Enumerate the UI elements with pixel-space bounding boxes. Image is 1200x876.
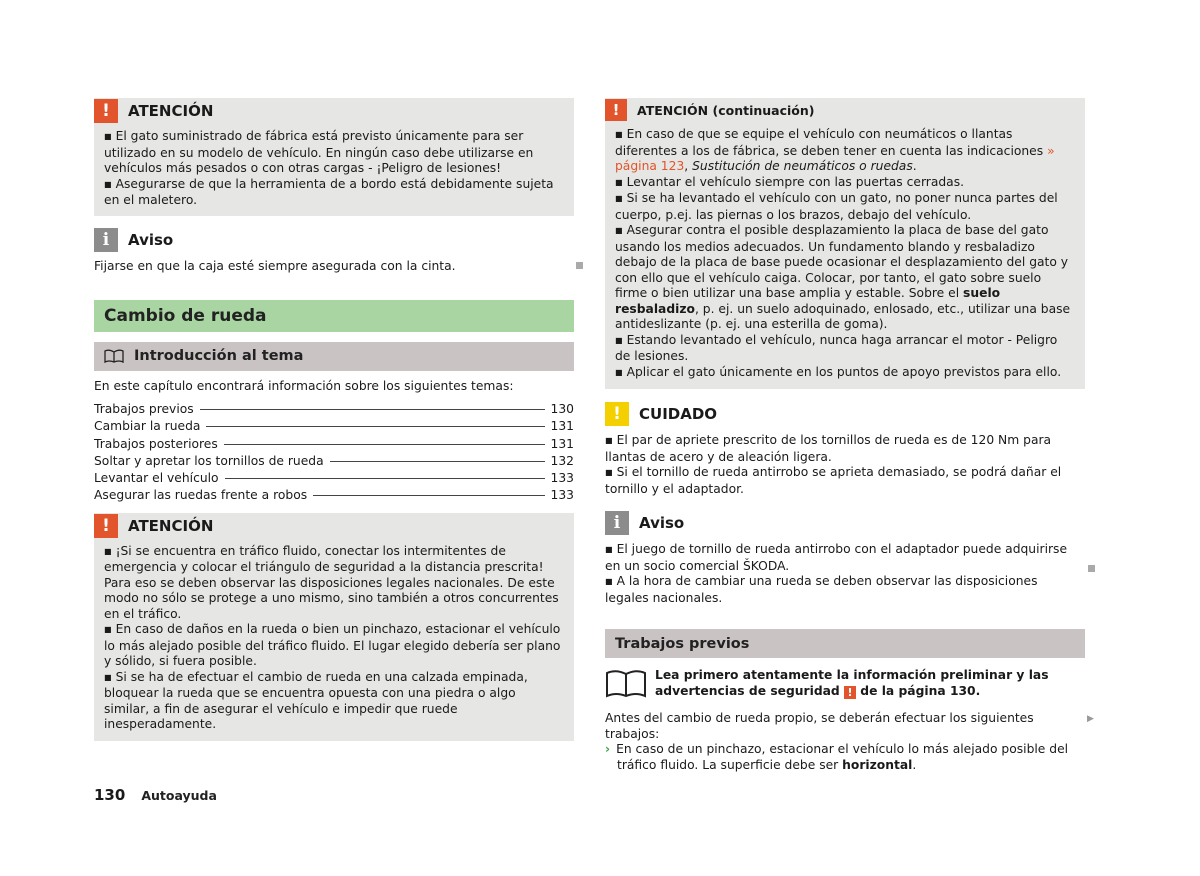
warning-item: ■ Estando levantado el vehículo, nunca haga arrancar el motor - Peligro de lesiones. <box>615 333 1075 365</box>
warning-body <box>605 122 1085 389</box>
toc-label: Trabajos posteriores <box>94 436 218 451</box>
intro-text: En este capítulo encontrará información sobre los siguientes temas: <box>94 378 514 393</box>
warning-item: ■ Levantar el vehículo siempre con las puertas cerradas. <box>615 175 1075 192</box>
toc-leader <box>206 426 544 427</box>
warning-item: ■ En caso de que se equipe el vehículo con neumáticos o llantas diferentes a los de fábrica, se deben tener en cuenta las indicaciones » página 123, Sustitución de neumáticos o ruedas. <box>615 127 1075 175</box>
caution-icon: ! <box>605 402 629 426</box>
toc-label: Cambiar la rueda <box>94 419 201 434</box>
arrow-icon: › <box>605 742 611 756</box>
footer-section: Autoayuda <box>141 788 217 803</box>
toc-leader <box>225 478 545 479</box>
info-icon: i <box>605 511 629 535</box>
toc-item[interactable] <box>94 453 574 470</box>
toc-item[interactable] <box>94 487 574 504</box>
book-icon <box>104 349 124 363</box>
toc-page: 131 <box>550 419 574 434</box>
note-body <box>605 542 1085 606</box>
toc-label: Levantar el vehículo <box>94 471 219 486</box>
warning-item: ■ Si se ha de efectuar el cambio de rueda en una calzada empinada, bloquear la rueda que se encuentra opuesta con una piedra o algo similar, a fin de asegurar el vehículo e impedir que ruede inesperadamente. <box>104 670 564 733</box>
note-text: Fijarse en que la caja esté siempre asegurada con la cinta. <box>94 259 456 273</box>
warning-item: ■ Si se ha levantado el vehículo con un gato, no poner nunca partes del cuerpo, p.ej. las piernas o los brazos, debajo del vehículo. <box>615 191 1075 223</box>
toc-leader <box>313 495 544 496</box>
toc-item[interactable] <box>94 470 574 487</box>
caution-header <box>605 401 1085 427</box>
read-first-note <box>605 668 1085 699</box>
warning-header <box>94 98 574 124</box>
caution-item: ■ Si el tornillo de rueda antirrobo se aprieta demasiado, se podrá dañar el tornillo y el adaptador. <box>605 465 1085 497</box>
left-column <box>94 98 574 741</box>
warning-item: ■ Asegurarse de que la herramienta de a bordo está debidamente sujeta en el maletero. <box>104 177 564 209</box>
warning-icon: ! <box>844 686 856 699</box>
note-item: ■ A la hora de cambiar una rueda se deben observar las disposiciones legales nacionales. <box>605 574 1085 606</box>
caution-body <box>605 433 1085 497</box>
info-icon: i <box>94 228 118 252</box>
warning-body <box>94 124 574 217</box>
continue-arrow-icon: ▶ <box>1087 714 1094 724</box>
warning-item: ■ Asegurar contra el posible desplazamiento la placa de base del gato usando los medios adecuados. Un fundamento blando y resbaladizo debajo de la placa de base puede ocasionar el desplazamiento del gato y con ello que el vehículo caiga. Colocar, por tanto, el gato sobre suelo firme o bien utilizar una base amplia y estable. Sobre el suelo resbaladizo, p. ej. un suelo adoquinado, enlosado, etc., utilizar una base antideslizante (p. ej. una esterilla de goma). <box>615 223 1075 333</box>
body-text: Antes del cambio de rueda propio, se deberán efectuar los siguientes trabajos: <box>605 711 1034 741</box>
warning-item: ■ ¡Si se encuentra en tráfico fluido, conectar los intermitentes de emergencia y colocar el triángulo de seguridad a la distancia prescrita! Para eso se deben observar las disposiciones legales nacionales. De este modo no sólo se protege a uno mismo, sino también a otros concurrentes en el tráfico. <box>104 544 564 623</box>
end-marker <box>1088 565 1095 572</box>
note-title: Aviso <box>639 514 685 532</box>
toc-item[interactable] <box>94 418 574 435</box>
warning-title: ATENCIÓN <box>128 102 214 120</box>
warning-icon: ! <box>94 99 118 123</box>
toc-page: 133 <box>550 488 574 503</box>
subsection-label: Introducción al tema <box>134 348 304 364</box>
toc-item[interactable] <box>94 401 574 418</box>
book-icon <box>605 668 647 698</box>
subsection-title-trabajos-previos: Trabajos previos <box>605 629 1085 658</box>
toc-leader <box>224 444 545 445</box>
toc-leader <box>330 461 545 462</box>
read-first-text: Lea primero atentamente la información preliminar y las advertencias de seguridad ! de la página 130. <box>655 668 1049 699</box>
warning-box-continuacion <box>605 98 1085 389</box>
page-number: 130 <box>94 786 126 804</box>
warning-item: ■ El gato suministrado de fábrica está previsto únicamente para ser utilizado en su modelo de vehículo. En ningún caso debe utilizarse en vehículos más pesados o con otras cargas - ¡Peligro de lesiones! <box>104 129 564 177</box>
caution-box <box>605 401 1085 497</box>
warning-box-gato <box>94 98 574 216</box>
warning-item: ■ Aplicar el gato únicamente en los puntos de apoyo previstos para ello. <box>615 365 1075 382</box>
warning-icon: ! <box>94 514 118 538</box>
note-box-caja <box>94 227 574 275</box>
note-header <box>94 227 574 253</box>
toc-page: 130 <box>550 402 574 416</box>
section-title: Cambio de rueda <box>94 300 574 332</box>
warning-box-trafico <box>94 513 574 741</box>
toc-page: 131 <box>550 436 574 451</box>
toc-page: 133 <box>550 471 574 486</box>
end-marker <box>576 262 583 269</box>
caution-title: CUIDADO <box>639 405 718 423</box>
warning-header <box>94 513 574 539</box>
step-item: › En caso de un pinchazo, estacionar el vehículo lo más alejado posible del tráfico fluido. La superficie debe ser horizontal. <box>605 742 1069 772</box>
warning-body <box>94 539 574 741</box>
subsection-title-intro <box>94 342 574 371</box>
toc-item[interactable] <box>94 436 574 453</box>
toc-label: Trabajos previos <box>94 402 194 416</box>
caution-item: ■ El par de apriete prescrito de los tornillos de rueda es de 120 Nm para llantas de acero y de aleación ligera. <box>605 433 1085 465</box>
page-link[interactable]: » página 123 <box>615 143 1055 173</box>
right-column <box>605 98 1085 773</box>
toc-label: Asegurar las ruedas frente a robos <box>94 488 308 503</box>
toc-page: 132 <box>550 453 574 468</box>
warning-item: ■ En caso de daños en la rueda o bien un pinchazo, estacionar el vehículo lo más alejado posible del tráfico fluido. El lugar elegido debería ser plano y sólido, si fuera posible. <box>104 622 564 670</box>
toc-list <box>94 401 574 505</box>
note-item: ■ El juego de tornillo de rueda antirrobo con el adaptador puede adquirirse en un socio comercial ŠKODA. <box>605 542 1085 574</box>
note-title: Aviso <box>128 231 174 249</box>
warning-title: ATENCIÓN <box>128 516 214 535</box>
warning-header <box>605 98 1085 122</box>
page-footer <box>94 786 217 804</box>
note-box-antirrobo <box>605 510 1085 606</box>
note-header <box>605 510 1085 536</box>
toc-leader <box>200 409 545 410</box>
warning-icon: ! <box>605 99 627 121</box>
warning-title: ATENCIÓN (continuación) <box>637 102 815 118</box>
toc-label: Soltar y apretar los tornillos de rueda <box>94 453 324 468</box>
